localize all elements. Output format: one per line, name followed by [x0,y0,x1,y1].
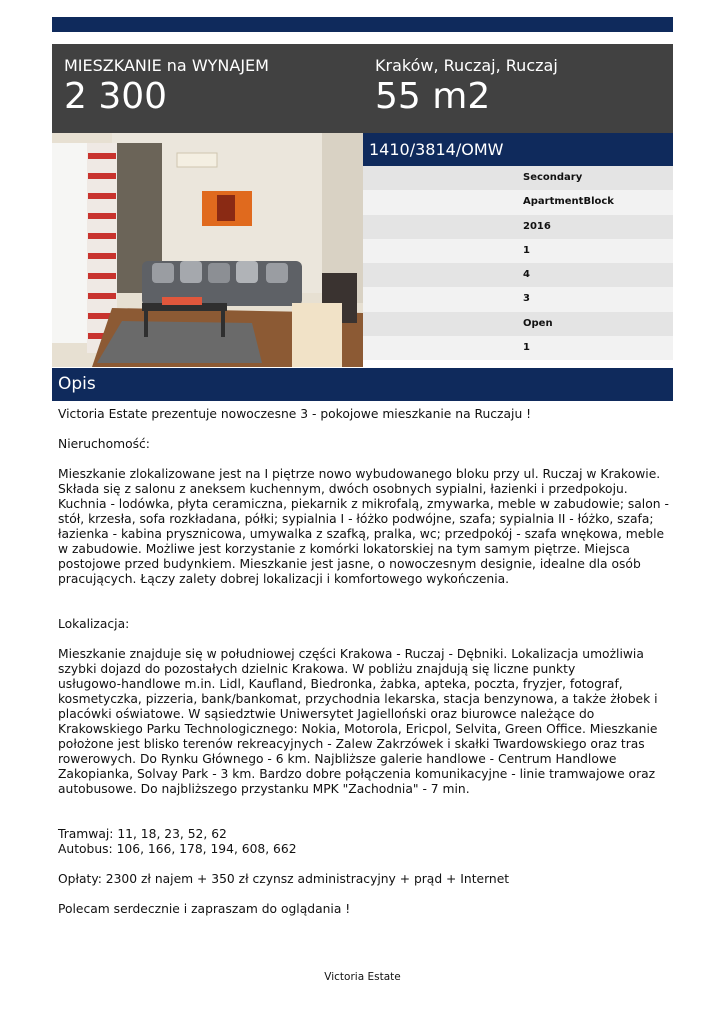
header-right [375,56,558,118]
details-panel [363,133,673,360]
listing-location: Kraków, Ruczaj, Ruczaj [375,56,558,75]
listing-header [52,44,673,133]
detail-row: ApartmentBlock [363,190,673,214]
listing-area: 55 m2 [375,76,491,117]
footer-agency: Victoria Estate [324,971,401,983]
listing-price: 2 300 [64,76,168,117]
detail-row: Secondary [363,166,673,190]
detail-row: 2016 [363,215,673,239]
header-left [64,56,269,118]
detail-row: 1 [363,239,673,263]
listing-description: Victoria Estate prezentuje nowoczesne 3 - pokojowe mieszkanie na Ruczaju ! Nieruchomość: Mieszkanie zlokalizowane jest na I piętrze nowo wybudowanego bloku przy ul. Ruczaj w Krakowie. Składa się z salonu z aneksem kuchennym, dwóch osobnych sypialni, łazienki i przedpokoju. Kuchnia - lodówka, płyta ceramiczna, piekarnik z mikrofalą, zmywarka, meble w zabudowie; salon - stół, krzesła, sofa rozkładana, półki; sypialnia I - łóżko podwójne, szafa; sypialnia II - łóżko, szafa; łazienka - kabina prysznicowa, umywalka z szafką, pralka, wc; przedpokój - szafa wnękowa, meble w zabudowie. Możliwe jest korzystanie z komórki lokatorskiej na tym samym piętrze. Miejsca postojowe przed budynkiem. Mieszkanie jest jasne, o nowoczesnym designie, idealne dla osób pracujących. Łączy zalety dobrej lokalizacji i komfortowego wykończenia. Lokalizacja: Mieszkanie znajduje się w południowej części Krakowa - Ruczaj - Dębniki. Lokalizacja umożliwia szybki dojazd do pozostałych dzielnic Krakowa. W pobliżu znajdują się liczne punkty usługowo-handlowe m.in. Lidl, Kaufland, Biedronka, żabka, apteka, poczta, fryzjer, fotograf, kosmetyczka, pizzeria, bank/bankomat, przychodnia lekarska, stacja benzynowa, a także żłobek i placówki oświatowe. W sąsiedztwie Uniwersytet Jagielloński oraz biurowce należące do Krakowskiego Parku Technologicznego: Nokia, Motorola, Ericpol, Selvita, Green Office. Mieszkanie położone jest blisko terenów rekreacyjnych - Zalew Zakrzówek i skałki Twardowskiego oraz tras rowerowych. Do Rynku Głównego - 6 km. Najbliższe galerie handlowe - Centrum Handlowe Zakopianka, Solvay Park - 3 km. Bardzo dobre połączenia komunikacyjne - linie tramwajowe oraz autobusowe. Do najbliższego przystanku MPK "Zachodnia" - 7 min. Tramwaj: 11, 18, 23, 52, 62 Autobus: 106, 166, 178, 194, 608, 662 Opłaty: 2300 zł najem + 350 zł czynsz administracyjny + prąd + Internet Polecam serdecznie i zapraszam do oglądania ! [58,407,669,916]
section-title-bar [52,368,673,401]
top-banner-bar [52,17,673,32]
apartment-photo [52,133,363,367]
detail-row: Open [363,312,673,336]
detail-row: 4 [363,263,673,287]
reference-number: 1410/3814/OMW [363,133,673,166]
detail-row: 1 [363,336,673,360]
listing-type: MIESZKANIE na WYNAJEM [64,56,269,75]
section-title: Opis [58,374,96,394]
detail-row: 3 [363,287,673,311]
